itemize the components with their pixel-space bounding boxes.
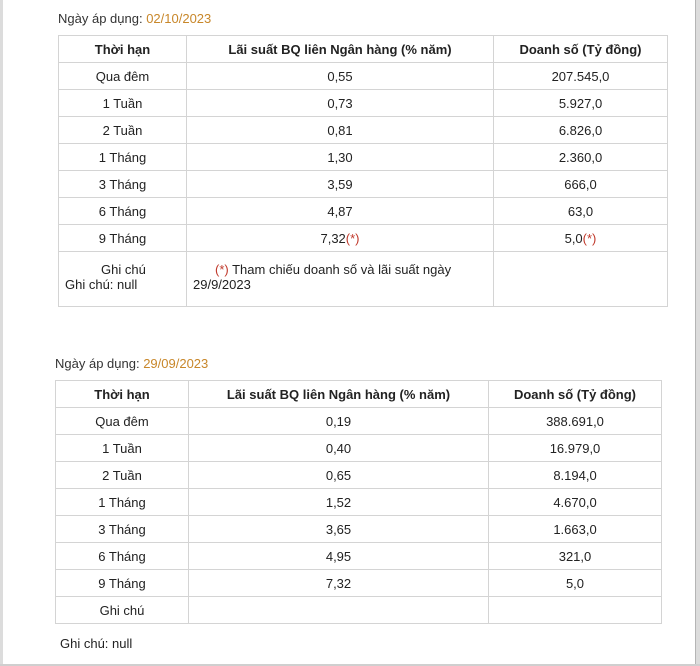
table-row — [59, 117, 668, 144]
applied-date-line-2 — [55, 356, 208, 371]
header-term: Thời hạn — [59, 36, 187, 63]
volume-value: 5,0 — [564, 230, 583, 246]
volume-cell: 16.979,0 — [489, 435, 662, 462]
interbank-rate-table-1 — [58, 35, 668, 307]
volume-cell: 666,0 — [494, 171, 668, 198]
volume-cell: 2.360,0 — [494, 144, 668, 171]
interbank-rate-table-2 — [55, 380, 662, 624]
term-cell: 2 Tuần — [56, 462, 189, 489]
term-cell: 6 Tháng — [59, 198, 187, 225]
rate-cell — [187, 225, 494, 252]
table-row — [59, 171, 668, 198]
rate-cell: 0,65 — [189, 462, 489, 489]
header-volume: Doanh số (Tỷ đồng) — [489, 381, 662, 408]
reference-mark: (*) — [345, 230, 360, 246]
rate-cell: 3,59 — [187, 171, 494, 198]
volume-cell: 8.194,0 — [489, 462, 662, 489]
rate-cell: 7,32 — [189, 570, 489, 597]
rate-cell: 1,30 — [187, 144, 494, 171]
table-row — [56, 435, 662, 462]
applied-date-label: Ngày áp dụng: — [55, 356, 140, 371]
rate-cell: 1,52 — [189, 489, 489, 516]
header-rate: Lãi suất BQ liên Ngân hàng (% năm) — [187, 36, 494, 63]
table-row — [56, 543, 662, 570]
term-cell: 1 Tuần — [56, 435, 189, 462]
table-row — [59, 63, 668, 90]
note-empty-cell — [494, 252, 668, 307]
note-row — [59, 252, 668, 307]
note-text-cell — [187, 252, 494, 307]
table-header-row — [56, 381, 662, 408]
header-term: Thời hạn — [56, 381, 189, 408]
table-row — [59, 90, 668, 117]
applied-date-label: Ngày áp dụng: — [58, 11, 143, 26]
window-frame-left — [0, 0, 3, 666]
volume-cell: 63,0 — [494, 198, 668, 225]
rate-cell: 4,95 — [189, 543, 489, 570]
rate-cell: 0,40 — [189, 435, 489, 462]
term-cell: 3 Tháng — [56, 516, 189, 543]
volume-cell: 4.670,0 — [489, 489, 662, 516]
term-cell: 1 Tháng — [59, 144, 187, 171]
rate-cell: 3,65 — [189, 516, 489, 543]
window-frame-right — [696, 0, 700, 666]
table-row — [56, 516, 662, 543]
note-null-text: Ghi chú: null — [60, 636, 133, 651]
table-row — [56, 408, 662, 435]
term-cell: 6 Tháng — [56, 543, 189, 570]
volume-cell: 388.691,0 — [489, 408, 662, 435]
note-text: Tham chiếu doanh số và lãi suất ngày 29/9/2023 — [193, 262, 452, 292]
applied-date-value: 29/09/2023 — [143, 356, 209, 371]
rate-cell: 4,87 — [187, 198, 494, 225]
term-cell: 1 Tháng — [56, 489, 189, 516]
rate-cell: 0,73 — [187, 90, 494, 117]
table-header-row — [59, 36, 668, 63]
applied-date-value: 02/10/2023 — [146, 11, 212, 26]
note-row — [56, 597, 662, 624]
rate-cell: 0,81 — [187, 117, 494, 144]
table-row — [56, 489, 662, 516]
note-empty-cell — [489, 597, 662, 624]
table-row — [59, 198, 668, 225]
volume-cell: 5,0 — [489, 570, 662, 597]
term-cell: 9 Tháng — [59, 225, 187, 252]
table-row — [56, 462, 662, 489]
note-label-cell: Ghi chú — [56, 597, 189, 624]
rate-cell: 0,55 — [187, 63, 494, 90]
volume-cell — [494, 225, 668, 252]
term-cell: Qua đêm — [56, 408, 189, 435]
note-null-text: Ghi chú: null — [65, 277, 138, 292]
note-empty-cell — [189, 597, 489, 624]
note-label: Ghi chú — [101, 262, 146, 277]
table-row — [59, 144, 668, 171]
reference-mark: (*) — [582, 230, 597, 246]
volume-cell: 5.927,0 — [494, 90, 668, 117]
term-cell: 9 Tháng — [56, 570, 189, 597]
table-row — [56, 570, 662, 597]
reference-mark: (*) — [215, 262, 229, 277]
table-row — [59, 225, 668, 252]
volume-cell: 6.826,0 — [494, 117, 668, 144]
term-cell: 2 Tuần — [59, 117, 187, 144]
rate-value: 7,32 — [320, 230, 346, 246]
term-cell: Qua đêm — [59, 63, 187, 90]
rate-cell: 0,19 — [189, 408, 489, 435]
term-cell: 1 Tuần — [59, 90, 187, 117]
header-rate: Lãi suất BQ liên Ngân hàng (% năm) — [189, 381, 489, 408]
volume-cell: 321,0 — [489, 543, 662, 570]
header-volume: Doanh số (Tỷ đồng) — [494, 36, 668, 63]
note-label-cell — [59, 252, 187, 307]
volume-cell: 207.545,0 — [494, 63, 668, 90]
term-cell: 3 Tháng — [59, 171, 187, 198]
volume-cell: 1.663,0 — [489, 516, 662, 543]
applied-date-line-1 — [58, 11, 211, 26]
